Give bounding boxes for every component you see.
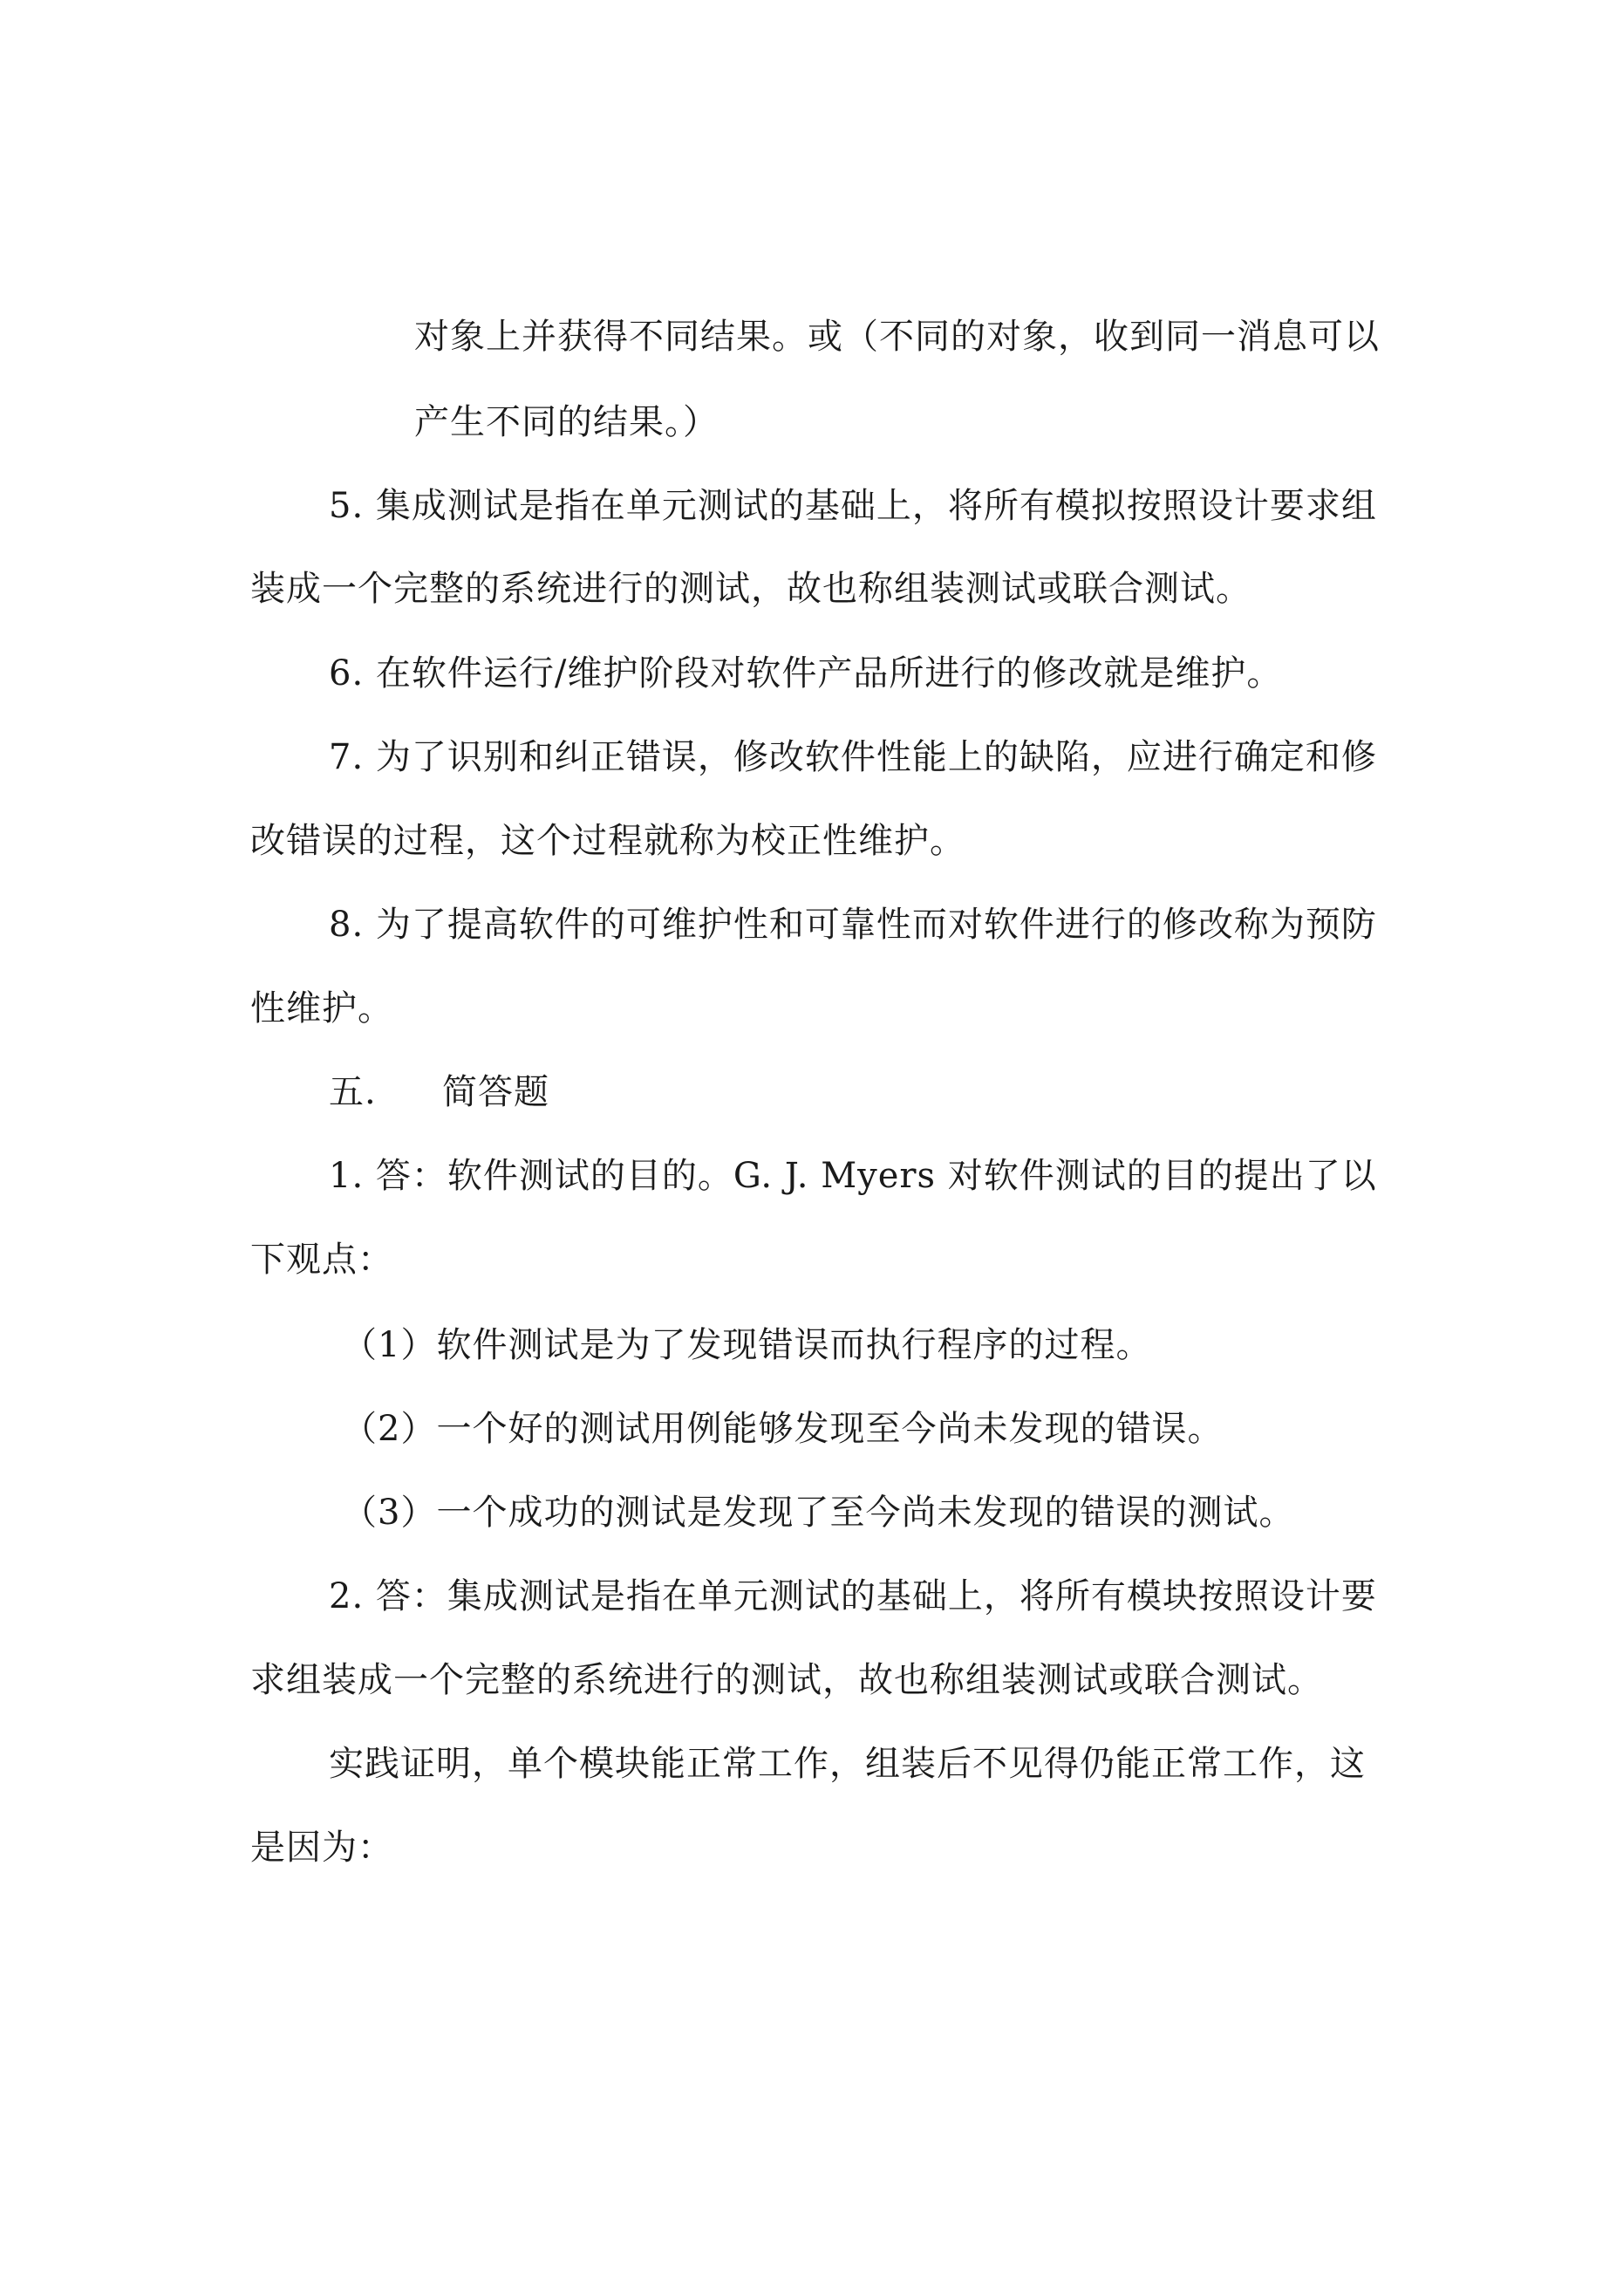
text-line: 求组装成一个完整的系统进行的测试，故也称组装测试或联合测试。	[250, 1660, 1323, 1700]
text-line: 下观点：	[250, 1240, 393, 1280]
text-line: 8. 为了提高软件的可维护性和可靠性而对软件进行的修改称为预防	[329, 905, 1377, 945]
text-line: 是因为：	[250, 1828, 393, 1868]
text-line: 5. 集成测试是指在单元测试的基础上，将所有模拟按照设计要求组	[329, 486, 1377, 526]
list-item: （2）一个好的测试用例能够发现至今尚未发现的错误。	[342, 1409, 1224, 1449]
text-line: 产生不同的结果。）	[414, 402, 719, 442]
section-number: 五.	[329, 1072, 377, 1112]
text-line: 7. 为了识别和纠正错误，修改软件性能上的缺陷，应进行确定和修	[329, 737, 1377, 777]
text-line: 2. 答：集成测试是指在单元测试的基础上，将所有模块按照设计要	[329, 1576, 1377, 1616]
text-line: 实践证明，单个模块能正常工作，组装后不见得仍能正常工作，这	[329, 1744, 1366, 1784]
list-item: （1）软件测试是为了发现错误而执行程序的过程。	[342, 1325, 1152, 1365]
section-title: 简答题	[442, 1072, 549, 1112]
section-heading	[329, 1071, 549, 1113]
text-line: 对象上并获得不同结果。或（不同的对象，收到同一消息可以	[414, 317, 1380, 357]
list-item: （3）一个成功的测试是发现了至今尚未发现的错误的测试。	[342, 1493, 1295, 1533]
text-line: 6. 在软件运行/维护阶段对软件产品所进行的修改就是维护。	[329, 653, 1283, 694]
text-line: 性维护。	[250, 988, 393, 1028]
text-line: 1. 答：软件测试的目的。G. J. Myers 对软件测试的目的提出了以	[329, 1156, 1377, 1196]
text-line: 改错误的过程，这个过程就称为校正性维护。	[250, 821, 965, 861]
text-line: 装成一个完整的系统进行的测试，故也称组装测试或联合测试。	[250, 569, 1251, 609]
